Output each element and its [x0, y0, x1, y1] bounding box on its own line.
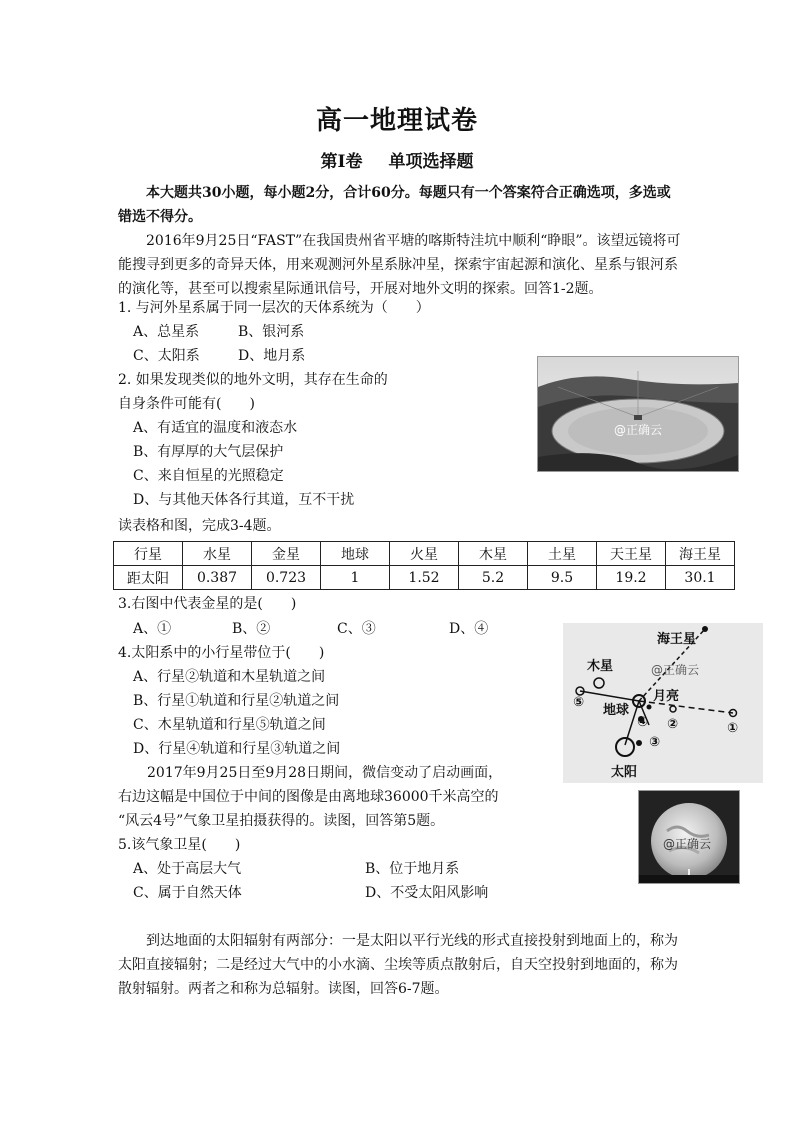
q5-option-b: B、位于地月系: [365, 861, 460, 877]
planet-2-label: ②: [667, 717, 679, 732]
table-cell: 19.2: [597, 566, 666, 590]
passage-fast: 2016年9月25日“FAST”在我国贵州省平塘的喀斯特洼坑中顺利“睁眼”。该望远镜将可能搜寻到更多的奇异天体，用来观测河外星系脉冲星，探索宇宙起源和演化、星系与银河系的演化等，甚至可以搜索星际通讯信号，开展对地外文明的探索。回答1-2题。: [118, 233, 681, 297]
fast-telescope-photo: [537, 356, 739, 472]
q4-option-a: A、行星②轨道和木星轨道之间: [133, 669, 326, 685]
neptune-label: 海王星: [657, 632, 697, 647]
q4-option-b: B、行星①轨道和行星②轨道之间: [133, 693, 340, 709]
moon-dot: [647, 705, 652, 710]
table-cell: 海王星: [666, 542, 735, 566]
table-cell: 1: [321, 566, 390, 590]
table-cell: 水星: [183, 542, 252, 566]
table-row: [114, 566, 735, 590]
moon-label: 月亮: [653, 689, 680, 704]
question-1-stem: 1. 与河外星系属于同一层次的天体系统为（ ）: [118, 300, 430, 316]
table-cell: 行星: [114, 542, 183, 566]
question-4-stem: 4.太阳系中的小行星带位于( ): [118, 645, 325, 661]
q1-option-b: B、银河系: [238, 324, 305, 340]
q3-option-b: B、②: [232, 621, 271, 637]
table-cell: 火星: [390, 542, 459, 566]
table-cell: 9.5: [528, 566, 597, 590]
table-cell: 0.723: [252, 566, 321, 590]
fengyun-earth-photo: [638, 790, 740, 884]
jupiter-dot: [594, 678, 604, 688]
passage-fengyun-line3: “风云4号”气象卫星拍摄获得的。读图，回答第5题。: [118, 813, 445, 829]
table-cell: 5.2: [459, 566, 528, 590]
q5-option-c: C、属于自然天体: [133, 885, 242, 901]
section-name: 单项选择题: [388, 152, 474, 172]
q3-option-d: D、④: [449, 621, 489, 637]
q5-option-a: A、处于高层大气: [133, 861, 242, 877]
table-cell: 天王星: [597, 542, 666, 566]
table-cell: 木星: [459, 542, 528, 566]
q5-option-d: D、不受太阳风影响: [365, 885, 489, 901]
q1-option-c: C、太阳系: [133, 348, 200, 364]
passage-fengyun-line2: 右边这幅是中国位于中间的图像是由离地球36000千米高空的: [118, 789, 499, 805]
question-2-stem: 2. 如果发现类似的地外文明，其存在生命的: [118, 372, 388, 388]
planet-3-dot: [636, 740, 642, 746]
q1-option-d: D、地月系: [238, 348, 306, 364]
table-cell: 30.1: [666, 566, 735, 590]
table-cell: 金星: [252, 542, 321, 566]
q4-option-c: C、木星轨道和行星⑤轨道之间: [133, 717, 326, 733]
solar-system-diagram: [563, 623, 763, 783]
earth-label: 地球: [603, 703, 630, 718]
q3-option-a: A、①: [133, 621, 172, 637]
instructions: 本大题共30小题，每小题2分，合计60分。每题只有一个答案符合正确选项，多选或错选不得分。: [118, 185, 671, 225]
q2-option-c: C、来自恒星的光照稳定: [133, 468, 284, 484]
watermark: @正确云: [614, 423, 663, 437]
page-title: 高一地理试卷: [315, 106, 478, 136]
table-cell: 1.52: [390, 566, 459, 590]
planet-distance-table: [113, 541, 735, 590]
passage-solar-radiation: 到达地面的太阳辐射有两部分：一是太阳以平行光线的形式直接投射到地面上的，称为太阳直接辐射；二是经过大气中的小水滴、尘埃等质点散射后，自天空投射到地面的，称为散射辐射。两者之和称为总辐射。读图，回答6-7题。: [118, 933, 678, 997]
section-part: 第Ⅰ卷: [320, 152, 363, 172]
table-intro: 读表格和图，完成3-4题。: [118, 518, 281, 534]
q3-option-c: C、③: [337, 621, 376, 637]
table-header-row: [114, 542, 735, 566]
planet-2-dot: [670, 706, 676, 712]
table-cell: 土星: [528, 542, 597, 566]
sun-label: 太阳: [611, 765, 638, 780]
jupiter-label: 木星: [587, 659, 614, 674]
table-cell: 距太阳: [114, 566, 183, 590]
table-cell: 0.387: [183, 566, 252, 590]
watermark: @正确云: [663, 837, 712, 851]
section-heading: [0, 147, 794, 172]
question-5-stem: 5.该气象卫星( ): [118, 837, 241, 853]
question-2-stem-cont: 自身条件可能有( ): [118, 396, 255, 412]
q2-option-b: B、有厚厚的大气层保护: [133, 444, 284, 460]
question-3-stem: 3.右图中代表金星的是( ): [118, 596, 297, 612]
q2-option-d: D、与其他天体各行其道，互不干扰: [133, 492, 355, 508]
table-cell: 地球: [321, 542, 390, 566]
planet-3-label: ③: [649, 735, 661, 750]
q4-option-d: D、行星④轨道和行星③轨道之间: [133, 741, 341, 757]
planet-4-label: ④: [637, 715, 649, 730]
planet-5-label: ⑤: [573, 695, 585, 710]
sun-dot: [616, 738, 634, 756]
q2-option-a: A、有适宜的温度和液态水: [133, 420, 298, 436]
planet-1-label: ①: [727, 721, 739, 736]
diagram-watermark: @正确云: [651, 663, 700, 677]
neptune-dot: [702, 626, 708, 632]
q1-option-a: A、总星系: [133, 324, 200, 340]
passage-fengyun-line1: 2017年9月25日至9月28日期间，微信变动了启动画面，: [147, 765, 503, 781]
